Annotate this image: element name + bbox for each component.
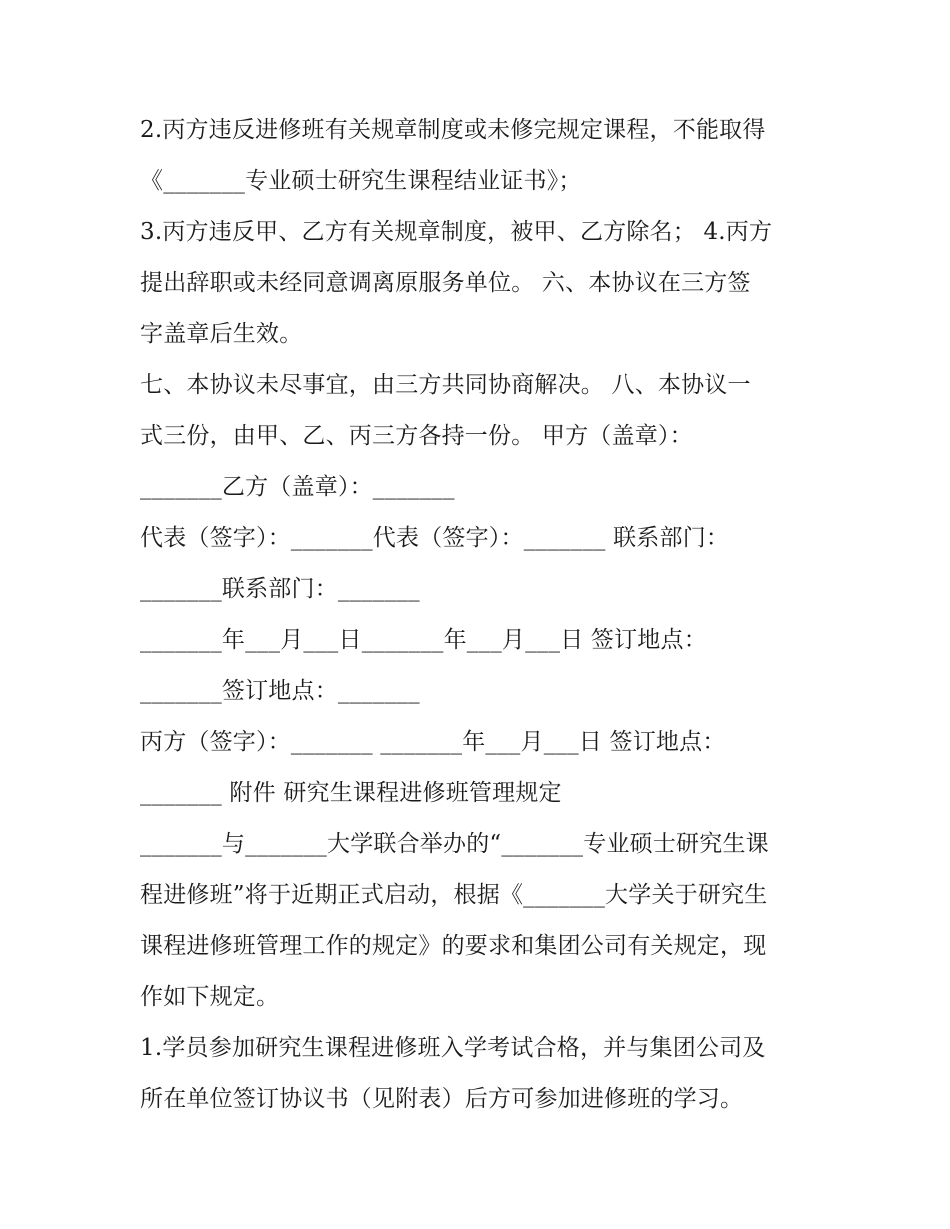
text-line: _______年___月___日_______年___月___日 签订地点：	[140, 627, 707, 653]
text-line: 3.丙方违反甲、乙方有关规章制度，被甲、乙方除名； 4.丙方	[140, 219, 773, 245]
text-line: 1.学员参加研究生课程进修班入学考试合格，并与集团公司及	[140, 1035, 766, 1061]
text-line: 2.丙方违反进修班有关规章制度或未修完规定课程，不能取得	[140, 117, 766, 143]
text-line: 七、本协议未尽事宜，由三方共同协商解决。 八、本协议一	[140, 372, 751, 398]
text-line: 程进修班”将于近期正式启动，根据《_______大学关于研究生	[140, 882, 768, 908]
text-line: _______联系部门：_______	[140, 576, 420, 602]
text-line: 《_______专业硕士研究生课程结业证书》；	[140, 168, 582, 194]
text-line: 代表（签字）：_______代表（签字）：_______ 联系部门：	[140, 525, 730, 551]
text-line: 提出辞职或未经同意调离原服务单位。 六、本协议在三方签	[140, 270, 751, 296]
text-line: _______乙方（盖章）：_______	[140, 474, 455, 500]
text-line: 式三份，由甲、乙、丙三方各持一份。 甲方（盖章）：	[140, 423, 693, 449]
text-line: 所在单位签订协议书（见附表）后方可参加进修班的学习。	[140, 1086, 744, 1112]
text-line: _______签订地点：_______	[140, 678, 420, 704]
text-line: _______与_______大学联合举办的“_______专业硕士研究生课	[140, 831, 769, 857]
text-line: 作如下规定。	[140, 984, 280, 1010]
text-line: 课程进修班管理工作的规定》的要求和集团公司有关规定，现	[140, 933, 767, 959]
text-line: 丙方（签字）：_______ _______年___月___日 签订地点：	[140, 729, 726, 755]
text-line: 字盖章后生效。	[140, 321, 303, 347]
document-body	[140, 105, 820, 1125]
text-line: _______ 附件 研究生课程进修班管理规定	[140, 780, 562, 806]
